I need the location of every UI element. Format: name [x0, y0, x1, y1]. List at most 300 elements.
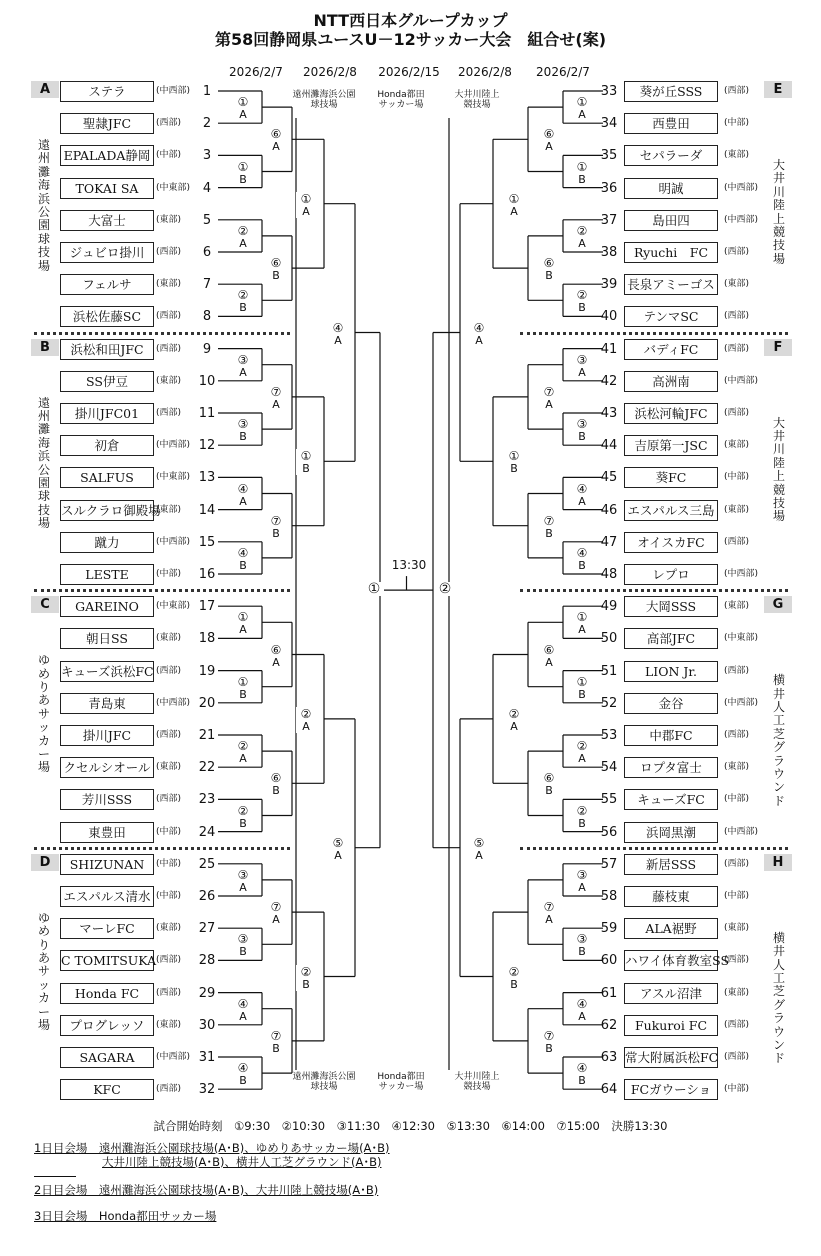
team-region-45: (中部): [724, 472, 750, 483]
team-number-17: 17: [198, 599, 216, 615]
left-r3-match-1-no: ①: [300, 191, 312, 206]
left-r1-match-14-no: ③: [237, 932, 249, 947]
left-r1-match-7-side: A: [239, 494, 247, 508]
left-r4-match-2-no: ⑤: [332, 835, 344, 850]
right-r1-match-1-no: ①: [576, 95, 588, 110]
team-number-16: 16: [198, 567, 216, 582]
date-day1-right: 2026/2/7: [536, 65, 590, 79]
team-3: EPALADA静岡: [60, 145, 154, 166]
team-number-4: 4: [202, 180, 212, 196]
left-r4-match-1-no: ④: [332, 320, 344, 335]
left-r1-match-15-side: A: [239, 1009, 247, 1023]
team-region-2: (西部): [156, 118, 182, 129]
left-r1-match-12: [233, 804, 253, 830]
team-12: 初倉: [60, 435, 154, 456]
team-number-43: 43: [600, 406, 618, 421]
group-G: G: [764, 596, 792, 613]
right-r2-match-4-no: ⑦: [543, 513, 555, 528]
team-region-18: (東部): [156, 633, 182, 644]
team-region-32: (西部): [156, 1084, 182, 1095]
team-14: スルクラロ御殿場: [60, 500, 154, 521]
team-region-52: (中西部): [724, 697, 759, 708]
team-18: 朝日SS: [60, 628, 154, 649]
team-62: Fukuroi FC: [624, 1015, 718, 1036]
left-r3-match-2-side: B: [302, 462, 310, 476]
team-20: 青島東: [60, 693, 154, 714]
team-28: C TOMITSUKA: [60, 950, 154, 971]
team-number-8: 8: [202, 309, 212, 325]
right-r2-match-3: [539, 385, 559, 411]
team-32: KFC: [60, 1079, 154, 1100]
team-48: レプロ: [624, 564, 718, 585]
venue-header-left: 遠州灘海浜公園 球技場: [292, 90, 356, 110]
team-region-31: (中西部): [156, 1052, 191, 1062]
left-r2-match-2-side: B: [272, 269, 280, 283]
team-number-31: 31: [198, 1050, 216, 1065]
left-r3-match-4: [296, 965, 316, 991]
right-r1-match-8-no: ④: [576, 545, 588, 560]
left-r1-match-8-side: B: [239, 558, 247, 572]
left-r2-match-7-side: A: [272, 913, 280, 927]
left-r2-match-4-no: ⑦: [270, 513, 282, 528]
team-number-7: 7: [202, 277, 212, 293]
right-r1-match-15-no: ④: [576, 996, 588, 1011]
group-separator: [520, 589, 788, 592]
team-63: 常大附属浜松FC: [624, 1047, 718, 1068]
team-region-56: (中西部): [724, 826, 759, 837]
right-r1-match-5-no: ③: [576, 352, 588, 367]
team-43: 浜松河輪JFC: [624, 403, 718, 424]
group-separator: [520, 332, 788, 335]
right-r1-match-3-no: ②: [576, 223, 588, 238]
venue-footer-left: 遠州灘海浜公園 球技場: [292, 1072, 356, 1092]
team-27: マーレFC: [60, 918, 154, 939]
team-7: フェルサ: [60, 274, 154, 295]
day3-venues: 3日目会場 Honda都田サッカー場: [34, 1209, 217, 1223]
team-17: GAREINO: [60, 596, 154, 617]
day1-venues-cont: 大井川陸上競技場(A･B)、横井人工芝グラウンド(A･B): [102, 1155, 382, 1169]
left-r1-match-10: [233, 675, 253, 701]
right-r1-match-8-side: B: [578, 558, 586, 572]
right-r4-match-1-no: ④: [473, 320, 485, 335]
team-region-43: (西部): [724, 408, 750, 418]
team-number-59: 59: [600, 921, 618, 937]
left-r2-match-3: [266, 385, 286, 411]
team-number-50: 50: [600, 631, 618, 647]
left-r2-match-8: [266, 1029, 286, 1055]
team-region-60: (西部): [724, 955, 750, 966]
left-r2-match-8-no: ⑦: [270, 1028, 282, 1043]
right-r3-match-1: [504, 192, 524, 218]
right-r3-match-1-side: A: [510, 204, 518, 218]
right-r1-match-16: [572, 1061, 592, 1087]
team-region-64: (中部): [724, 1084, 750, 1095]
left-r1-match-2-no: ①: [237, 159, 249, 174]
right-r1-match-11-no: ②: [576, 739, 588, 754]
team-region-17: (中東部): [156, 601, 191, 612]
team-region-63: (西部): [724, 1052, 750, 1062]
team-region-21: (西部): [156, 730, 182, 740]
team-64: FCガウーショ: [624, 1079, 718, 1100]
right-r1-match-10-no: ①: [576, 674, 588, 689]
team-region-8: (西部): [156, 311, 182, 322]
left-r3-match-1: [296, 192, 316, 218]
team-10: SS伊豆: [60, 371, 154, 392]
group-venue-C: ゆめりあサッカー場: [37, 653, 50, 775]
left-r3-match-1-side: A: [302, 204, 310, 218]
team-region-37: (中西部): [724, 214, 759, 225]
team-number-15: 15: [198, 534, 216, 550]
team-56: 浜岡黒潮: [624, 822, 718, 843]
left-r2-match-6-no: ⑥: [270, 771, 282, 786]
team-region-30: (東部): [156, 1019, 182, 1030]
left-r2-match-2-no: ⑥: [270, 256, 282, 271]
right-r3-match-3-no: ②: [508, 706, 520, 721]
group-venue-H: 横井人工芝グラウンド: [772, 930, 785, 1066]
right-r1-match-1: [572, 95, 592, 121]
team-45: 葵FC: [624, 467, 718, 488]
team-number-34: 34: [600, 116, 618, 132]
team-number-36: 36: [600, 180, 618, 196]
right-r1-match-11: [572, 739, 592, 765]
left-r1-match-3-no: ②: [237, 223, 249, 238]
right-r1-match-15: [572, 997, 592, 1023]
group-A: A: [31, 81, 59, 98]
right-r1-match-2-no: ①: [576, 159, 588, 174]
team-60: ハワイ体育教室SS: [624, 950, 718, 971]
right-r3-match-4-no: ②: [508, 964, 520, 979]
team-30: プログレッソ: [60, 1015, 154, 1036]
team-49: 大岡SSS: [624, 596, 718, 617]
page-title: NTT西日本グループカップ: [313, 11, 508, 30]
left-r2-match-7-no: ⑦: [270, 900, 282, 915]
right-r1-match-14-no: ③: [576, 932, 588, 947]
group-venue-D: ゆめりあサッカー場: [37, 910, 50, 1033]
left-r2-match-4-side: B: [272, 526, 280, 540]
right-r1-match-3-side: A: [578, 236, 586, 250]
left-r1-match-13-no: ③: [237, 867, 249, 882]
team-24: 東豊田: [60, 822, 154, 843]
semi-left-label: ①: [364, 582, 384, 596]
team-number-32: 32: [198, 1082, 216, 1098]
team-number-13: 13: [198, 470, 216, 486]
right-r1-match-4: [572, 288, 592, 314]
right-r1-match-14-side: B: [578, 945, 586, 959]
team-number-35: 35: [600, 148, 618, 164]
left-r3-match-4-no: ②: [300, 964, 312, 979]
team-number-6: 6: [202, 245, 212, 260]
team-39: 長泉アミーゴス: [624, 274, 718, 295]
team-region-44: (東部): [724, 440, 750, 451]
left-r1-match-11-no: ②: [237, 739, 249, 754]
team-region-16: (中部): [156, 569, 182, 579]
date-final: 2026/2/15: [378, 65, 440, 79]
left-r2-match-8-side: B: [272, 1041, 280, 1055]
left-r2-match-3-side: A: [272, 397, 280, 411]
team-number-45: 45: [600, 470, 618, 486]
right-r2-match-1-no: ⑥: [543, 127, 555, 142]
team-region-7: (東部): [156, 279, 182, 290]
group-D: D: [31, 854, 59, 871]
team-46: エスパルス三島: [624, 500, 718, 521]
left-r1-match-9-side: A: [239, 623, 247, 637]
footer-divider: [34, 1176, 76, 1177]
group-venue-B: 遠州灘海浜公園球技場: [37, 395, 50, 531]
team-number-19: 19: [198, 663, 216, 679]
right-r1-match-16-side: B: [578, 1074, 586, 1088]
team-region-14: (東部): [156, 504, 182, 515]
right-r2-match-3-no: ⑦: [543, 384, 555, 399]
left-r1-match-12-side: B: [239, 816, 247, 830]
team-region-59: (東部): [724, 923, 750, 934]
left-r2-match-2: [266, 256, 286, 282]
right-r4-match-1-side: A: [475, 333, 483, 347]
right-r2-match-1-side: A: [545, 140, 553, 154]
right-r3-match-4: [504, 965, 524, 991]
team-region-1: (中西部): [156, 86, 191, 96]
left-r1-match-2-side: B: [239, 172, 247, 186]
team-region-27: (東部): [156, 923, 182, 934]
left-r2-match-3-no: ⑦: [270, 384, 282, 399]
left-r2-match-1-side: A: [272, 140, 280, 154]
team-number-54: 54: [600, 760, 618, 776]
left-r1-match-13-side: A: [239, 880, 247, 894]
day2-venues: 2日目会場 遠州灘海浜公園球技場(A･B)、大井川陸上競技場(A･B): [34, 1183, 379, 1197]
team-8: 浜松佐藤SC: [60, 306, 154, 327]
team-number-3: 3: [202, 148, 212, 164]
right-r4-match-2-side: A: [475, 848, 483, 862]
left-r4-match-1-side: A: [334, 333, 342, 347]
team-number-64: 64: [600, 1082, 618, 1098]
left-r3-match-4-side: B: [302, 977, 310, 991]
team-53: 中郡FC: [624, 725, 718, 746]
team-1: ステラ: [60, 81, 154, 102]
team-region-11: (西部): [156, 408, 182, 418]
team-region-48: (中西部): [724, 569, 759, 579]
team-region-15: (中西部): [156, 536, 191, 547]
right-r1-match-6: [572, 417, 592, 443]
team-number-20: 20: [198, 695, 216, 711]
right-r1-match-10-side: B: [578, 687, 586, 701]
page-subtitle: 第58回静岡県ユースU－12サッカー大会 組合せ(案): [214, 30, 607, 49]
team-region-6: (西部): [156, 247, 182, 257]
team-region-29: (西部): [156, 987, 182, 998]
right-r1-match-12-side: B: [578, 816, 586, 830]
team-region-51: (西部): [724, 665, 750, 676]
team-52: 金谷: [624, 693, 718, 714]
team-number-46: 46: [600, 502, 618, 518]
team-5: 大富士: [60, 210, 154, 231]
right-r2-match-7-side: A: [545, 913, 553, 927]
team-2: 聖隷JFC: [60, 113, 154, 134]
right-r1-match-16-no: ④: [576, 1061, 588, 1076]
team-number-63: 63: [600, 1050, 618, 1065]
team-number-38: 38: [600, 245, 618, 260]
left-r1-match-6-side: B: [239, 430, 247, 444]
team-23: 芳川SSS: [60, 789, 154, 810]
team-region-22: (東部): [156, 762, 182, 773]
left-r1-match-1: [233, 95, 253, 121]
left-r2-match-5: [266, 643, 286, 669]
right-r1-match-5-side: A: [578, 365, 586, 379]
team-33: 葵が丘SSS: [624, 81, 718, 102]
group-separator: [34, 332, 290, 335]
team-number-1: 1: [202, 84, 212, 99]
team-16: LESTE: [60, 564, 154, 585]
team-region-12: (中西部): [156, 440, 191, 451]
team-number-51: 51: [600, 663, 618, 679]
team-number-24: 24: [198, 824, 216, 840]
team-number-49: 49: [600, 599, 618, 615]
team-region-40: (西部): [724, 311, 750, 322]
right-r1-match-9: [572, 610, 592, 636]
left-r3-match-2: [296, 449, 316, 475]
right-r1-match-13-no: ③: [576, 867, 588, 882]
team-region-50: (中東部): [724, 633, 759, 644]
team-number-57: 57: [600, 856, 618, 872]
right-r1-match-5: [572, 353, 592, 379]
group-separator: [34, 847, 290, 850]
team-region-58: (中部): [724, 891, 750, 901]
right-r3-match-2-no: ①: [508, 449, 520, 464]
right-r2-match-1: [539, 127, 559, 153]
left-r1-match-7-no: ④: [237, 481, 249, 496]
left-r1-match-13: [233, 868, 253, 894]
right-r3-match-2-side: B: [510, 462, 518, 476]
left-r1-match-4-no: ②: [237, 288, 249, 303]
left-r2-match-7: [266, 900, 286, 926]
right-r2-match-6: [539, 771, 559, 797]
right-r1-match-1-side: A: [578, 108, 586, 122]
team-51: LION Jr.: [624, 661, 718, 682]
team-4: TOKAI SA: [60, 178, 154, 199]
left-r1-match-10-side: B: [239, 687, 247, 701]
right-r2-match-3-side: A: [545, 397, 553, 411]
team-26: エスパルス清水: [60, 886, 154, 907]
right-r2-match-4: [539, 514, 559, 540]
group-B: B: [31, 339, 59, 356]
right-r1-match-7: [572, 482, 592, 508]
right-r1-match-9-side: A: [578, 623, 586, 637]
right-r4-match-2-no: ⑤: [473, 835, 485, 850]
date-day2-right: 2026/2/8: [458, 65, 512, 79]
group-separator: [520, 847, 788, 850]
final-kickoff-time: 13:30: [391, 558, 427, 572]
left-r1-match-4-side: B: [239, 301, 247, 315]
team-number-18: 18: [198, 631, 216, 647]
right-r1-match-13: [572, 868, 592, 894]
left-r1-match-2: [233, 160, 253, 186]
team-region-39: (東部): [724, 279, 750, 290]
team-22: クセルシオール: [60, 757, 154, 778]
team-number-5: 5: [202, 212, 212, 228]
right-r2-match-6-no: ⑥: [543, 771, 555, 786]
left-r1-match-3: [233, 224, 253, 250]
team-number-27: 27: [198, 921, 216, 937]
right-r1-match-11-side: A: [578, 752, 586, 766]
right-r2-match-8: [539, 1029, 559, 1055]
team-55: キューズFC: [624, 789, 718, 810]
right-r1-match-8: [572, 546, 592, 572]
team-number-48: 48: [600, 567, 618, 582]
team-37: 島田四: [624, 210, 718, 231]
right-r1-match-4-no: ②: [576, 288, 588, 303]
right-r3-match-4-side: B: [510, 977, 518, 991]
left-r1-match-7: [233, 482, 253, 508]
left-r4-match-2-side: A: [334, 848, 342, 862]
group-F: F: [764, 339, 792, 356]
team-number-55: 55: [600, 792, 618, 808]
right-r1-match-12-no: ②: [576, 803, 588, 818]
right-r2-match-2-no: ⑥: [543, 256, 555, 271]
left-r2-match-1-no: ⑥: [270, 127, 282, 142]
team-58: 藤枝東: [624, 886, 718, 907]
team-region-23: (西部): [156, 794, 182, 805]
team-31: SAGARA: [60, 1047, 154, 1068]
team-region-49: (東部): [724, 601, 750, 612]
team-19: キューズ浜松FC: [60, 661, 154, 682]
team-9: 浜松和田JFC: [60, 339, 154, 360]
right-r4-match-1: [469, 321, 489, 347]
left-r1-match-11-side: A: [239, 752, 247, 766]
left-r1-match-4: [233, 288, 253, 314]
left-r1-match-10-no: ①: [237, 674, 249, 689]
left-r1-match-5: [233, 353, 253, 379]
team-40: テンマSC: [624, 306, 718, 327]
team-region-10: (東部): [156, 375, 182, 386]
team-region-26: (中部): [156, 891, 182, 901]
team-number-42: 42: [600, 373, 618, 389]
team-57: 新居SSS: [624, 854, 718, 875]
team-region-5: (東部): [156, 214, 182, 225]
team-11: 掛川JFC01: [60, 403, 154, 424]
venue-footer-center: Honda都田 サッカー場: [377, 1072, 425, 1092]
team-region-61: (東部): [724, 987, 750, 998]
left-r1-match-14-side: B: [239, 945, 247, 959]
venue-header-center: Honda都田 サッカー場: [377, 90, 425, 110]
left-r1-match-14: [233, 932, 253, 958]
team-region-9: (西部): [156, 343, 182, 354]
team-number-12: 12: [198, 438, 216, 454]
team-region-3: (中部): [156, 150, 182, 161]
right-r1-match-13-side: A: [578, 880, 586, 894]
team-number-14: 14: [198, 502, 216, 518]
team-13: SALFUS: [60, 467, 154, 488]
team-region-62: (西部): [724, 1019, 750, 1030]
left-r1-match-11: [233, 739, 253, 765]
day1-venues: 1日目会場 遠州灘海浜公園球技場(A･B)、ゆめりあサッカー場(A･B): [34, 1141, 390, 1155]
left-r1-match-5-no: ③: [237, 352, 249, 367]
date-day2-left: 2026/2/8: [303, 65, 357, 79]
team-29: Honda FC: [60, 983, 154, 1004]
team-6: ジュビロ掛川: [60, 242, 154, 263]
team-region-20: (中西部): [156, 697, 191, 708]
date-day1-left: 2026/2/7: [229, 65, 283, 79]
left-r1-match-1-no: ①: [237, 95, 249, 110]
team-50: 高部JFC: [624, 628, 718, 649]
team-region-46: (東部): [724, 504, 750, 515]
right-r1-match-12: [572, 804, 592, 830]
right-r2-match-5: [539, 643, 559, 669]
team-59: ALA裾野: [624, 918, 718, 939]
team-number-41: 41: [600, 341, 618, 357]
left-r3-match-3: [296, 707, 316, 733]
team-region-53: (西部): [724, 730, 750, 740]
team-number-52: 52: [600, 695, 618, 711]
left-r2-match-5-side: A: [272, 655, 280, 669]
team-number-29: 29: [198, 985, 216, 1001]
group-separator: [34, 589, 290, 592]
